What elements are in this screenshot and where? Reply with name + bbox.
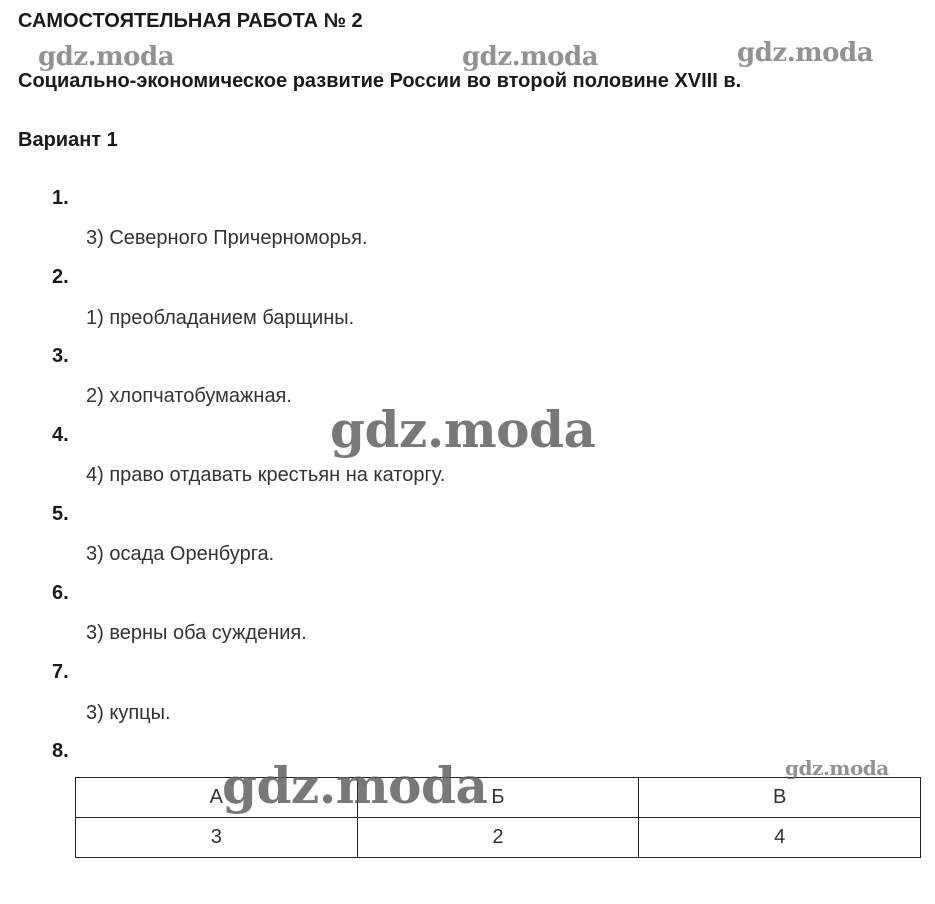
table-cell: 2 xyxy=(357,818,639,858)
variant-heading: Вариант 1 xyxy=(18,129,118,151)
watermark: gdz.moda xyxy=(462,42,599,72)
question-answer-7: 3) купцы. xyxy=(86,702,171,724)
page-subtitle: Социально-экономическое развитие России во второй половине XVIII в. xyxy=(18,70,742,92)
question-number-7: 7. xyxy=(52,661,69,683)
question-number-6: 6. xyxy=(52,582,69,604)
table-cell: 4 xyxy=(639,818,921,858)
table-row xyxy=(76,818,921,858)
table-header-row xyxy=(76,778,921,818)
question-number-3: 3. xyxy=(52,345,69,367)
question-answer-1: 3) Северного Причерноморья. xyxy=(86,227,368,249)
question-number-1: 1. xyxy=(52,187,69,209)
watermark: gdz.moda xyxy=(785,756,889,780)
question-answer-2: 1) преобладанием барщины. xyxy=(86,307,355,329)
table-header-cell: В xyxy=(639,778,921,818)
table-header-cell: А xyxy=(76,778,358,818)
watermark: gdz.moda xyxy=(330,400,596,459)
page-title: САМОСТОЯТЕЛЬНАЯ РАБОТА № 2 xyxy=(18,10,363,32)
watermark: gdz.moda xyxy=(737,38,874,68)
question-answer-3: 2) хлопчатобумажная. xyxy=(86,385,292,407)
question-answer-6: 3) верны оба суждения. xyxy=(86,622,307,644)
question-number-5: 5. xyxy=(52,503,69,525)
table-cell: 3 xyxy=(76,818,358,858)
watermark: gdz.moda xyxy=(38,42,175,72)
question-number-2: 2. xyxy=(52,266,69,288)
question-answer-4: 4) право отдавать крестьян на каторгу. xyxy=(86,464,446,486)
watermark: gdz.moda xyxy=(222,756,488,815)
question-number-4: 4. xyxy=(52,424,69,446)
question-number-8: 8. xyxy=(52,740,69,762)
question-answer-5: 3) осада Оренбурга. xyxy=(86,543,275,565)
table-header-cell: Б xyxy=(357,778,639,818)
answer-table xyxy=(75,777,921,858)
